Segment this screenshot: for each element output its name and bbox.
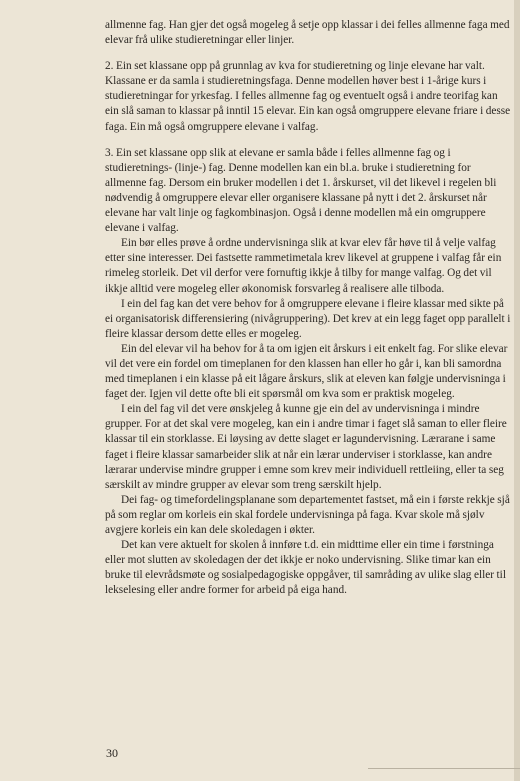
body-text (105, 18, 513, 598)
paragraph: Ein del elevar vil ha behov for å ta om igjen eit årskurs i eit enkelt fag. For slike elevar vil det vere ein fordel om timeplanen for den klassen han eller ho går i, kan bli samordna med timeplanen i ein klasse på eit lågare årskurs, slik at eleven kan følgje undervisninga i faget der. Igjen vil dette ofte bli eit spørsmål om kva som er praktisk mogeleg. (105, 342, 508, 401)
paragraph: I ein del fag vil det vere ønskjeleg å kunne gje ein del av undervisninga i mindre grupper. For at det skal vere mogeleg, kan ein i andre timar i faget slå saman to eller fleire klassar til ein storklasse. Ei løysing av dette slaget er lagundervisning. Lærarane i same faget i fleire klassar samarbeider slik at når ein lærar underviser i storklasse, kan andre lærarar undervise mindre grupper i emne som krev meir individuell rettleiing, eller ta seg særskilt av mindre grupper av elevar som treng særskilt hjelp. (105, 403, 507, 491)
bottom-rule (368, 768, 520, 769)
paragraph: allmenne fag. Han gjer det også mogeleg å setje opp klassar i dei felles allmenne faga med elevar frå ulike studieretningar eller linjer. (105, 19, 510, 47)
paragraph: Ein bør elles prøve å ordne undervisninga slik at kvar elev får høve til å velje valfag etter sine interesser. Dei fastsette rammetimetala krev likevel at gruppene i valfag får ein rimeleg storleik. Det vil derfor vere fornuftig ikkje å tilby for mange valfag. Og det vil ikkje alltid vere mogeleg eller økonomisk forsvarleg å realisere alle tilboda. (105, 237, 502, 295)
paragraph: I ein del fag kan det vere behov for å omgruppere elevane i fleire klassar med sikte på ei organisatorisk differensiering (nivågruppering). Det krev at ein legg faget opp parallelt i fleire klassar dersom dette elles er mogeleg. (105, 297, 511, 340)
paragraph: 3. Ein set klassane opp slik at elevane er samla både i felles allmenne fag og i studieretnings- (linje-) fag. Denne modellen kan ein bl.a. bruke i studieretning for allmenne fag. Dersom ein bruker modellen i det 1. årskurset, vil det likevel i regelen bli nødvendig å omgruppere elevar eller organisere klassane på nytt i det 2. årskurset når elevane har valt linje og fagkombinasjon. Også i denne modellen må ein omgruppere elevane i valfag. (105, 146, 497, 235)
paragraph: Det kan vere aktuelt for skolen å innføre t.d. ein midttime eller ein time i førstninga eller mot slutten av skoledagen der det ikkje er noko undervisning. Slike timar kan ein bruke til elevrådsmøte og sosialpedagogiske oppgåver, til samråding av ulike slag eller til lekselesing eller andre former for arbeid på eiga hand. (105, 539, 506, 597)
paragraph: 2. Ein set klassane opp på grunnlag av kva for studieretning og linje elevane har valt. Klassane er da samla i studieretningsfaga. Denne modellen høver best i 1-årige kurs i studieretningar for yrkesfag. I felles allmenne fag og eventuelt også i andre teorifag kan ein slå saman to klassar på inntil 15 elevar. Ein kan også omgruppere elevane friare i desse faga. Ein må også omgruppere elevane i valfag. (105, 60, 511, 133)
page-edge (514, 0, 520, 781)
paragraph: Dei fag- og timefordelingsplanane som departementet fastset, må ein i første rekkje sjå på som reglar om korleis ein skal fordele undervisninga på faga. Kvar skole må sjølv avgjere korleis ein kan dele skoledagen i økter. (105, 493, 510, 536)
page-number: 30 (106, 746, 118, 760)
